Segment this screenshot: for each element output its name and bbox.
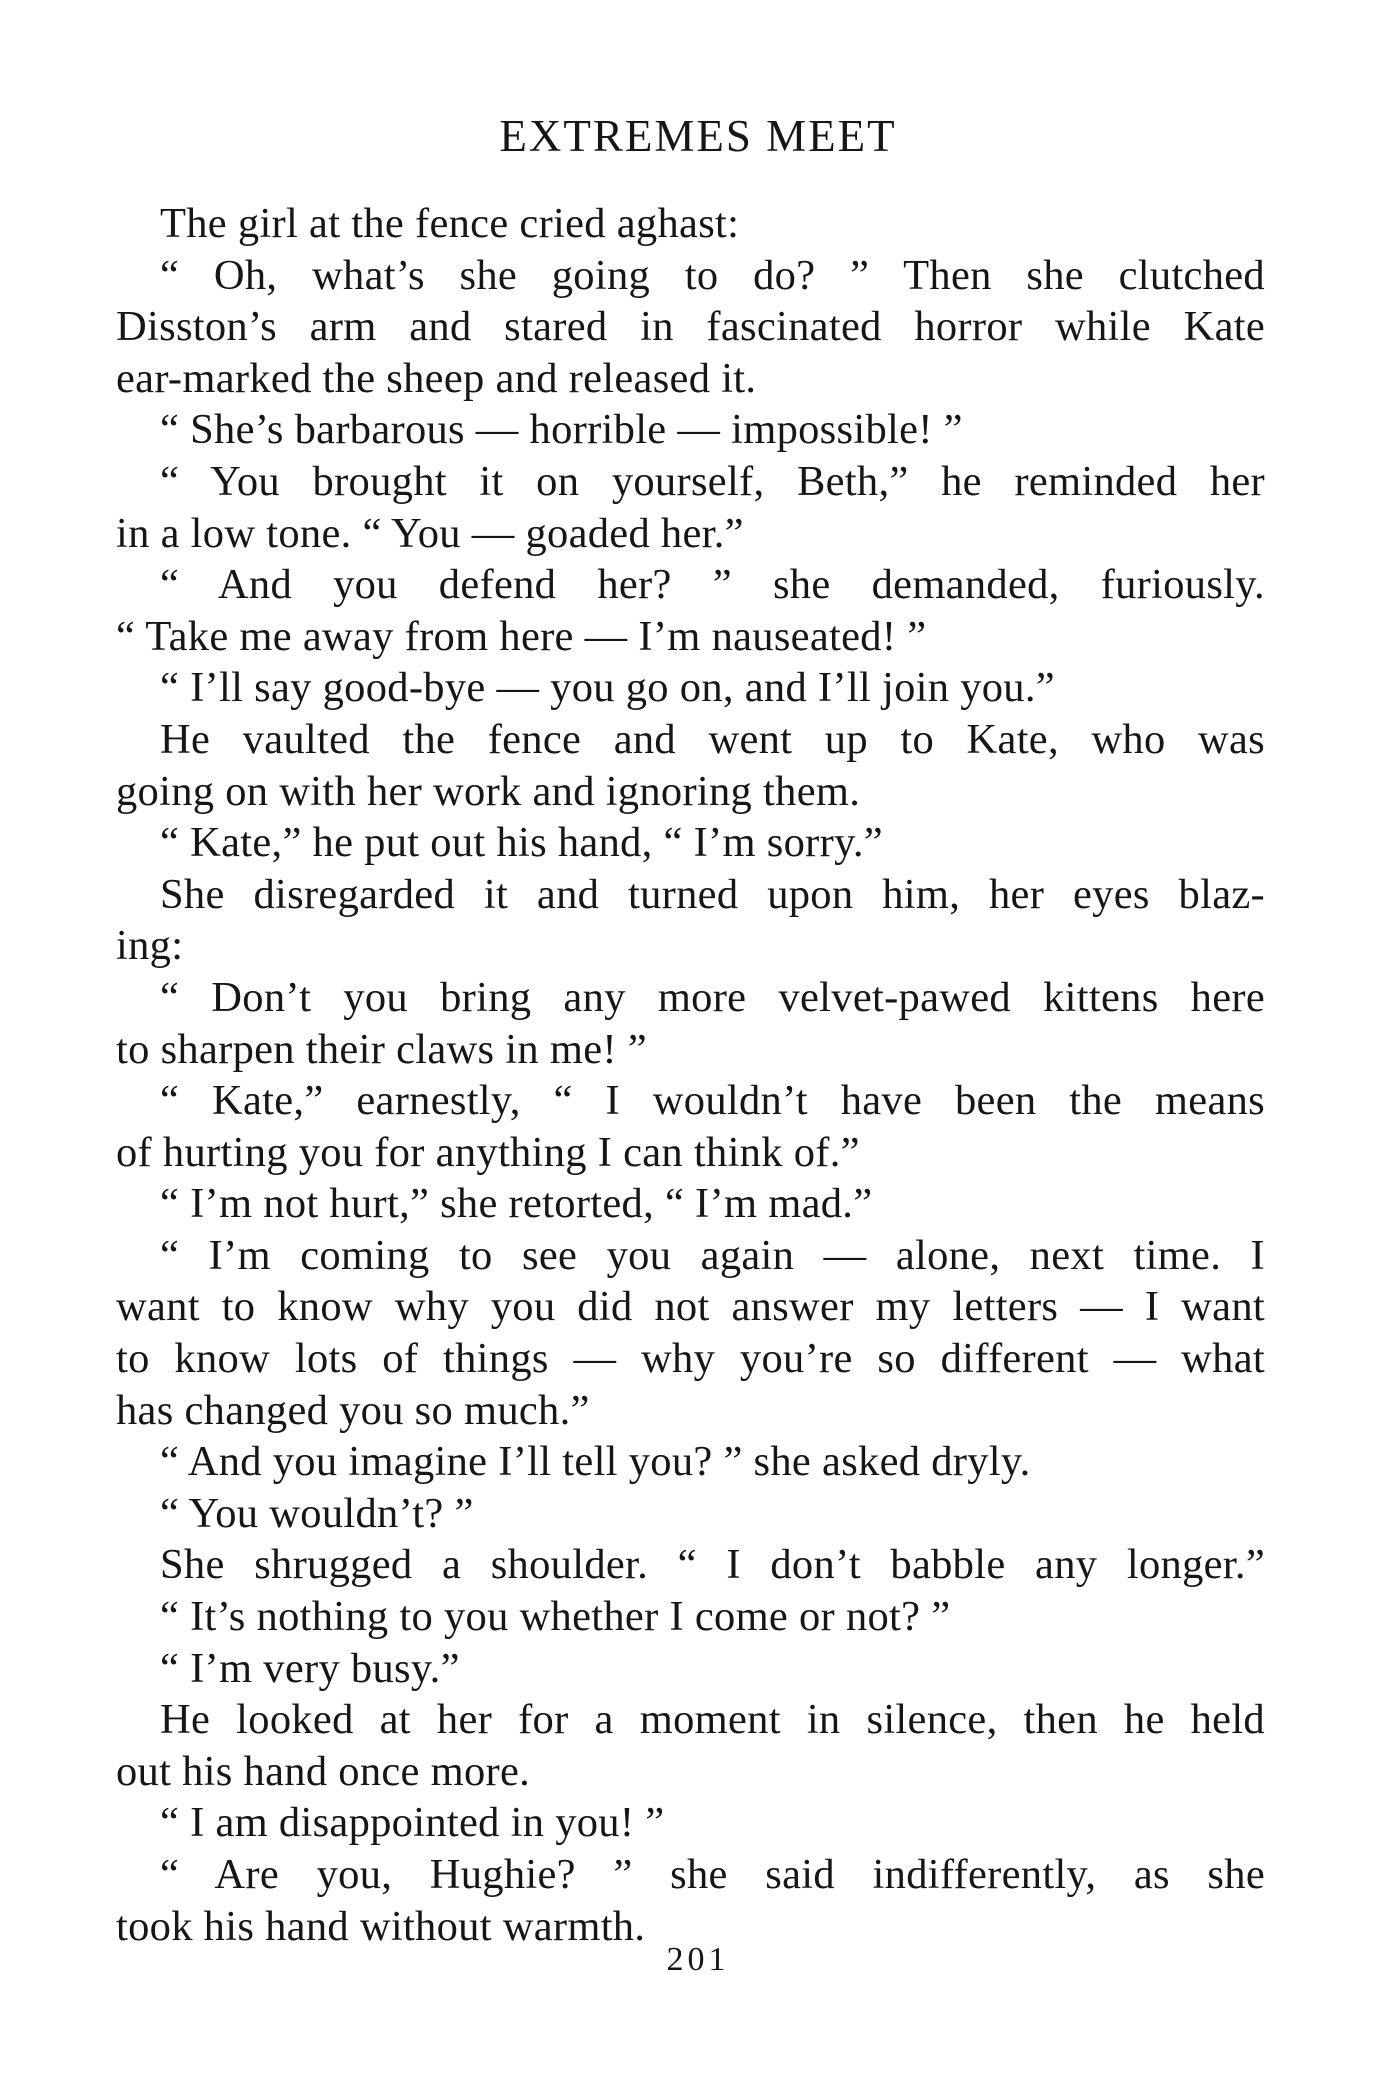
running-head: EXTREMES MEET [499, 111, 897, 161]
text-line: She shrugged a shoulder. “ I don’t babble any longer.” [160, 1541, 1265, 1589]
text-line: “ Don’t you bring any more velvet-pawed kittens here [160, 973, 1265, 1021]
text-line: “ Kate,” earnestly, “ I wouldn’t have been the means [160, 1077, 1265, 1125]
text-line: “ You wouldn’t? ” [160, 1489, 474, 1537]
text-line: “ And you imagine I’ll tell you? ” she asked dryly. [160, 1438, 1031, 1486]
text-line: Disston’s arm and stared in fascinated horror while Kate [116, 303, 1265, 351]
text-line: She disregarded it and turned upon him, her eyes blaz- [160, 870, 1265, 918]
text-line: “ You brought it on yourself, Beth,” he reminded her [160, 457, 1265, 505]
text-line: took his hand without warmth. [116, 1902, 646, 1950]
text-line: He looked at her for a moment in silence, then he held [160, 1696, 1265, 1744]
body-text [116, 198, 1265, 1952]
text-line: “ I’ll say good-bye — you go on, and I’ll join you.” [160, 664, 1055, 712]
text-line: The girl at the fence cried aghast: [160, 200, 740, 247]
text-line: “ I’m very busy.” [160, 1644, 460, 1692]
text-line: “ I’m coming to see you again — alone, next time. I [160, 1231, 1265, 1279]
text-line: “ She’s barbarous — horrible — impossible! ” [160, 406, 963, 454]
text-line: “ Take me away from here — I’m nauseated! ” [116, 612, 927, 660]
text-line: to know lots of things — why you’re so different — what [116, 1335, 1265, 1383]
text-line: “ Oh, what’s she going to do? ” Then she clutched [160, 251, 1265, 299]
text-line: ing: [116, 922, 184, 970]
text-line: He vaulted the fence and went up to Kate, who was [160, 715, 1265, 763]
text-line: “ I am disappointed in you! ” [160, 1799, 665, 1847]
text-line: of hurting you for anything I can think of.” [116, 1128, 860, 1176]
text-line: out his hand once more. [116, 1747, 531, 1795]
text-line: “ Kate,” he put out his hand, “ I’m sorry.” [160, 819, 883, 867]
text-line: “ It’s nothing to you whether I come or not? ” [160, 1593, 951, 1641]
text-line: “ Are you, Hughie? ” she said indifferently, as she [160, 1851, 1265, 1898]
text-line: want to know why you did not answer my letters — I want [116, 1283, 1265, 1331]
text-line: to sharpen their claws in me! ” [116, 1025, 647, 1073]
text-line: going on with her work and ignoring them. [116, 767, 861, 815]
text-line: ear-marked the sheep and released it. [116, 354, 757, 402]
text-line: “ And you defend her? ” she demanded, furiously. [160, 561, 1265, 609]
text-line: “ I’m not hurt,” she retorted, “ I’m mad.” [160, 1180, 873, 1228]
page-number: 201 [666, 1941, 730, 1978]
text-line: in a low tone. “ You — goaded her.” [116, 509, 744, 557]
text-line: has changed you so much.” [116, 1386, 590, 1434]
